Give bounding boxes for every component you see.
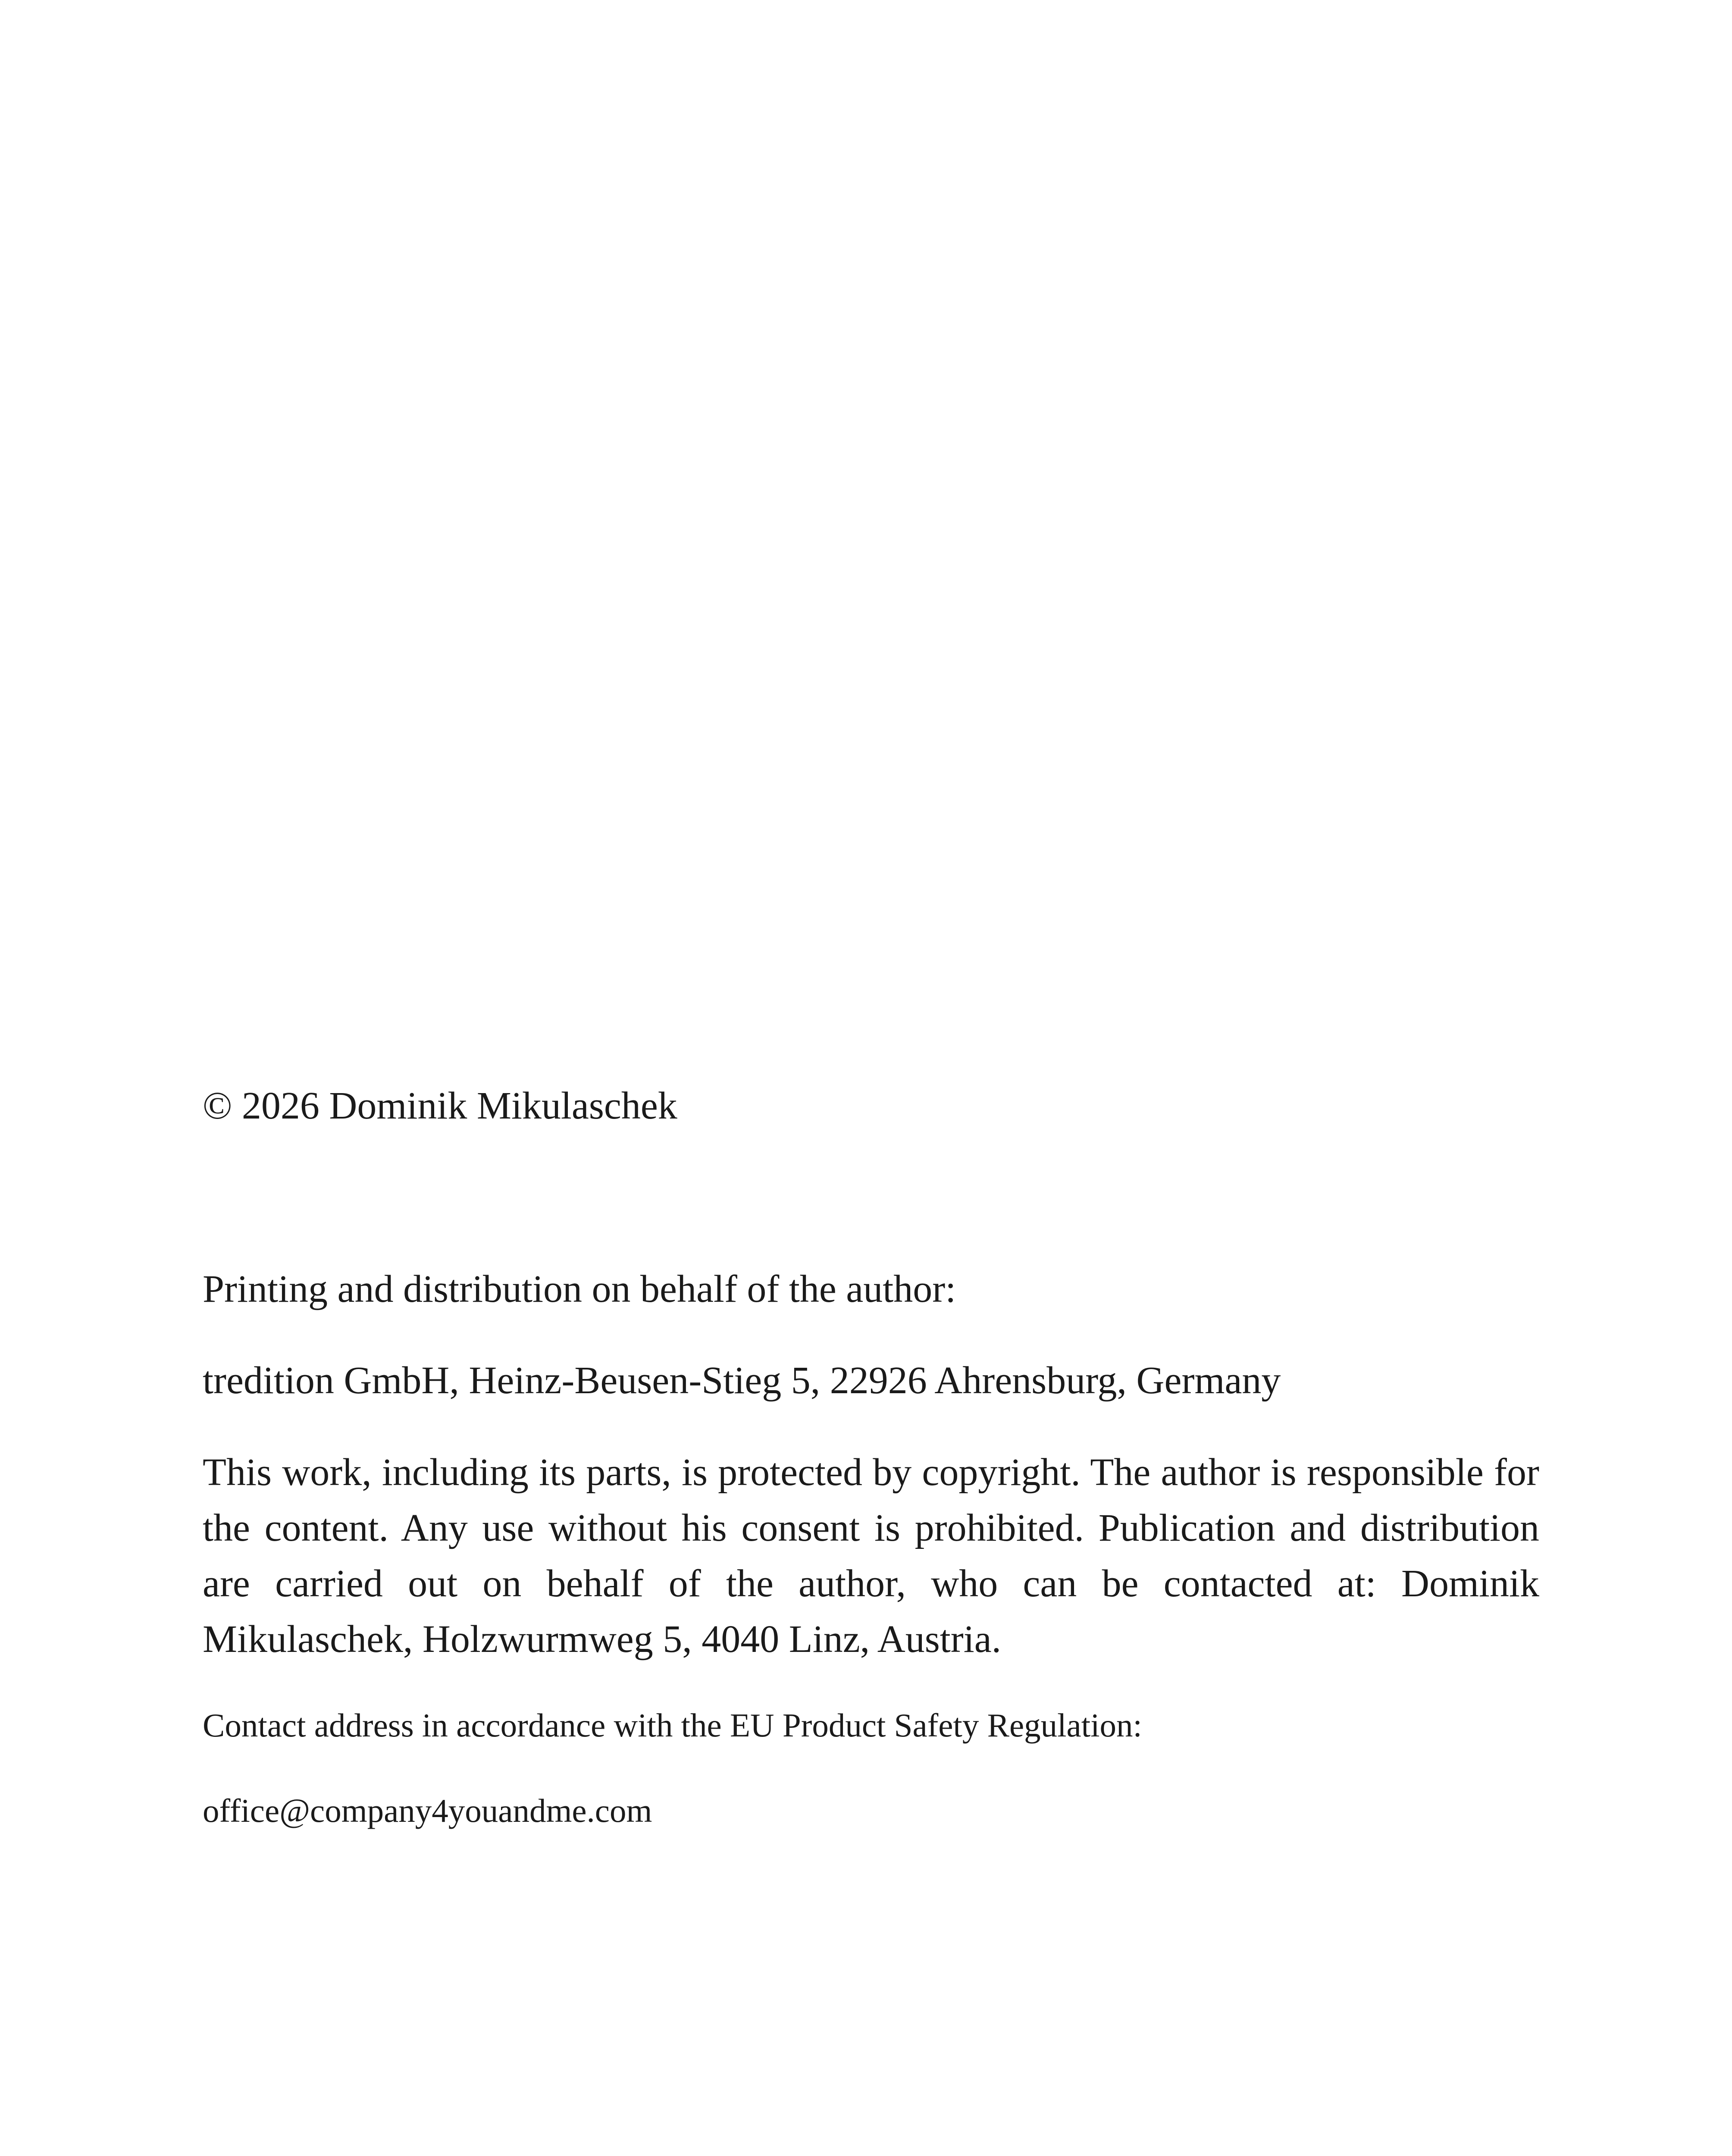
printing-distribution-heading: Printing and distribution on behalf of the author:	[203, 1268, 956, 1310]
publisher-address: tredition GmbH, Heinz-Beusen-Stieg 5, 22926 Ahrensburg, Germany	[203, 1359, 1281, 1402]
contact-email: office@company4youandme.com	[203, 1792, 652, 1829]
eu-contact-heading: Contact address in accordance with the EU Product Safety Regulation:	[203, 1707, 1142, 1744]
copyright-legal-text: This work, including its parts, is protected by copyright. The author is responsible for the content. Any use without his consent is prohibited. Publication and distribution are carried out on behalf of the author, who can be contacted at: Dominik Mikulaschek, Holzwurmweg 5, 4040 Linz, Austria.	[203, 1451, 1539, 1661]
copyright-notice: © 2026 Dominik Mikulaschek	[203, 1084, 677, 1127]
